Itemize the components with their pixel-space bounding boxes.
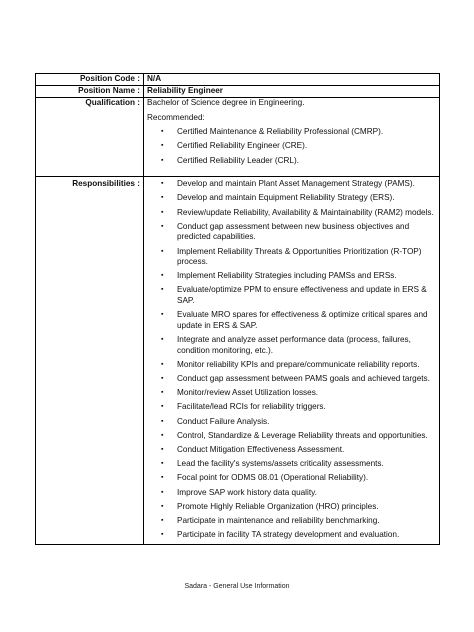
list-item: ▪ Promote Highly Reliable Organization (HRO) principles.	[147, 502, 436, 513]
list-item: ▪ Conduct gap assessment between new business objectives and predicted capabilities.	[147, 222, 436, 243]
list-item: ▪ Certified Reliability Leader (CRL).	[147, 156, 436, 167]
list-item: ▪ Focal point for ODMS 08.01 (Operational Reliability).	[147, 473, 436, 484]
position-code-value: N/A	[144, 74, 440, 86]
list-item: ▪ Certified Reliability Engineer (CRE).	[147, 141, 436, 152]
list-item: ▪ Integrate and analyze asset performance data (process, failures, condition monitoring, etc.).	[147, 335, 436, 356]
responsibilities-cell	[144, 177, 440, 545]
qualification-label: Qualification :	[36, 98, 144, 177]
list-item: ▪ Develop and maintain Equipment Reliability Strategy (ERS).	[147, 193, 436, 204]
list-item: ▪ Implement Reliability Threats & Opportunities Prioritization (R-TOP) process.	[147, 247, 436, 268]
qualification-degree: Bachelor of Science degree in Engineering.	[147, 98, 305, 107]
list-item: ▪ Conduct Failure Analysis.	[147, 417, 436, 428]
list-item: ▪ Implement Reliability Strategies including PAMSs and ERSs.	[147, 271, 436, 282]
list-item: ▪ Improve SAP work history data quality.	[147, 488, 436, 499]
list-item: ▪ Review/update Reliability, Availability & Maintainability (RAM2) models.	[147, 208, 436, 219]
qualification-row	[36, 98, 440, 177]
responsibilities-label: Responsibilities :	[36, 177, 144, 545]
list-item: ▪ Facilitate/lead RCIs for reliability triggers.	[147, 402, 436, 413]
position-name-value: Reliability Engineer	[144, 86, 440, 98]
responsibilities-list	[147, 179, 436, 541]
qualification-cell	[144, 98, 440, 177]
recommended-label: Recommended:	[147, 112, 205, 122]
footer-classification: Sadara - General Use Information	[184, 583, 290, 590]
list-item: ▪ Lead the facility's systems/assets criticality assessments.	[147, 459, 436, 470]
position-spec-table	[35, 73, 440, 545]
list-item: ▪ Conduct Mitigation Effectiveness Assessment.	[147, 445, 436, 456]
position-code-label: Position Code :	[36, 74, 144, 86]
list-item: ▪ Develop and maintain Plant Asset Management Strategy (PAMS).	[147, 179, 436, 190]
list-item: ▪ Control, Standardize & Leverage Reliability threats and opportunities.	[147, 431, 436, 442]
list-item: ▪ Monitor/review Asset Utilization losses.	[147, 388, 436, 399]
responsibilities-row	[36, 177, 440, 545]
list-item: ▪ Participate in maintenance and reliability benchmarking.	[147, 516, 436, 527]
list-item: ▪ Evaluate/optimize PPM to ensure effectiveness and update in ERS & SAP.	[147, 285, 436, 306]
list-item: ▪ Certified Maintenance & Reliability Professional (CMRP).	[147, 127, 436, 138]
list-item: ▪ Conduct gap assessment between PAMS goals and achieved targets.	[147, 374, 436, 385]
list-item: ▪ Participate in facility TA strategy development and evaluation.	[147, 530, 436, 541]
qualification-list	[147, 127, 436, 166]
position-code-row	[36, 74, 440, 86]
list-item: ▪ Evaluate MRO spares for effectiveness & optimize critical spares and update in ERS & SAP.	[147, 310, 436, 331]
list-item: ▪ Monitor reliability KPIs and prepare/communicate reliability reports.	[147, 360, 436, 371]
position-name-row	[36, 86, 440, 98]
position-name-label: Position Name :	[36, 86, 144, 98]
